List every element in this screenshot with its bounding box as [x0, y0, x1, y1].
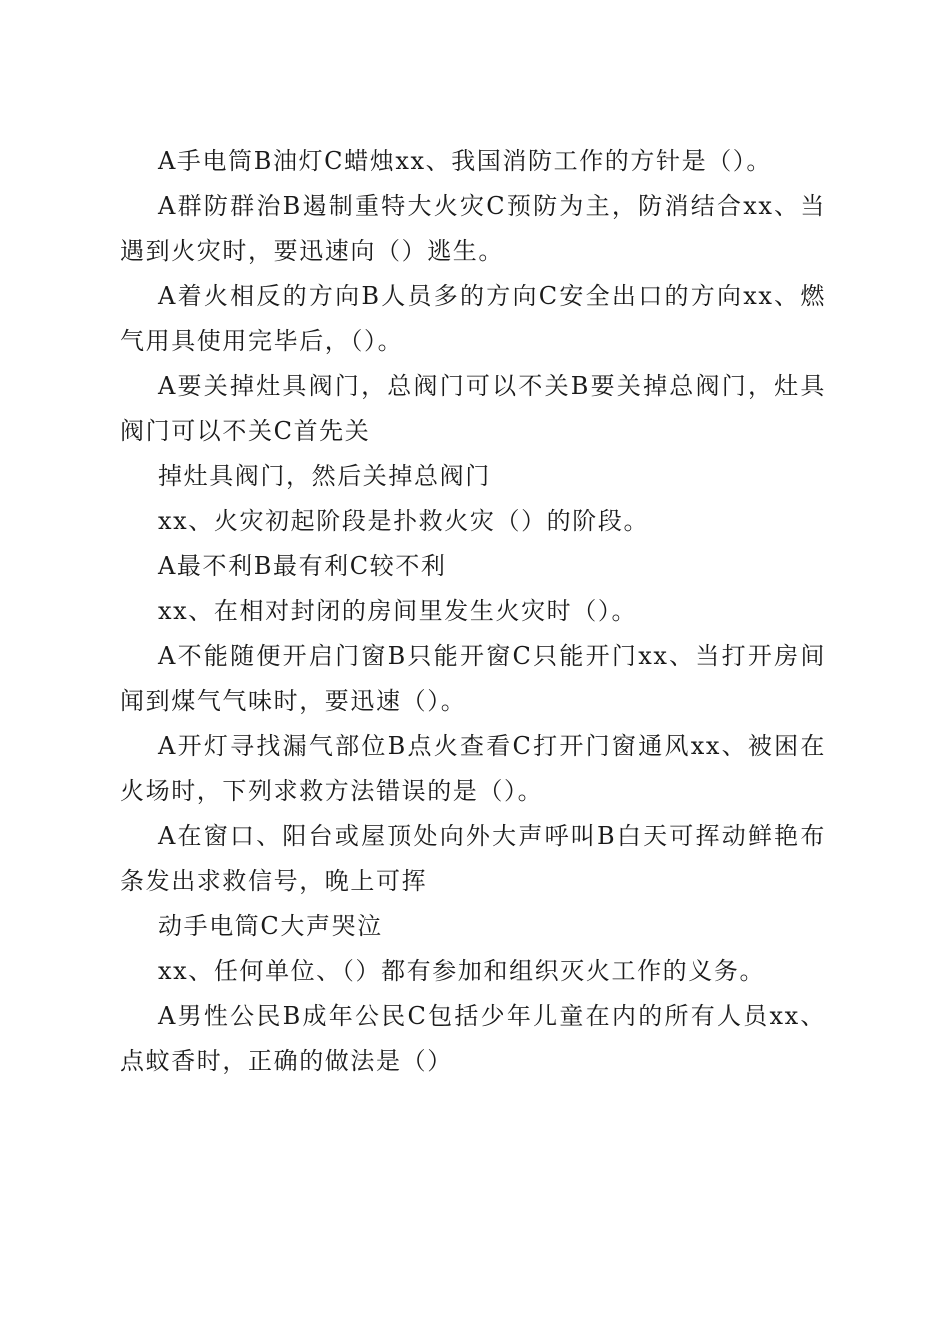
paragraph-8: xx、在相对封闭的房间里发生火灾时（）。	[158, 597, 638, 625]
document-body	[120, 139, 826, 1084]
paragraph-5: 掉灶具阀门，然后关掉总阀门	[158, 462, 491, 490]
paragraph-10: A开灯寻找漏气部位B点火查看C打开门窗通风xx、被困在火场时，下列求救方法错误的是（）。	[120, 732, 826, 805]
paragraph-11: A在窗口、阳台或屋顶处向外大声呼叫B白天可挥动鲜艳布条发出求救信号，晚上可挥	[120, 822, 826, 895]
paragraph-1: A手电筒B油灯C蜡烛xx、我国消防工作的方针是（）。	[158, 147, 773, 175]
paragraph-7: A最不利B最有利C较不利	[158, 552, 447, 580]
paragraph-3: A着火相反的方向B人员多的方向C安全出口的方向xx、燃气用具使用完毕后，（）。	[120, 282, 826, 355]
paragraph-4: A要关掉灶具阀门，总阀门可以不关B要关掉总阀门，灶具阀门可以不关C首先关	[120, 372, 826, 445]
paragraph-6: xx、火灾初起阶段是扑救火灾（）的阶段。	[158, 507, 650, 535]
paragraph-9: A不能随便开启门窗B只能开窗C只能开门xx、当打开房间闻到煤气气味时，要迅速（）。	[120, 642, 826, 715]
paragraph-14: A男性公民B成年公民C包括少年儿童在内的所有人员xx、点蚊香时，正确的做法是（）	[120, 1002, 826, 1075]
paragraph-2: A群防群治B遏制重特大火灾C预防为主，防消结合xx、当遇到火灾时，要迅速向（）逃生。	[120, 192, 826, 265]
paragraph-13: xx、任何单位、（）都有参加和组织灭火工作的义务。	[158, 957, 766, 985]
paragraph-12: 动手电筒C大声哭泣	[158, 912, 383, 940]
